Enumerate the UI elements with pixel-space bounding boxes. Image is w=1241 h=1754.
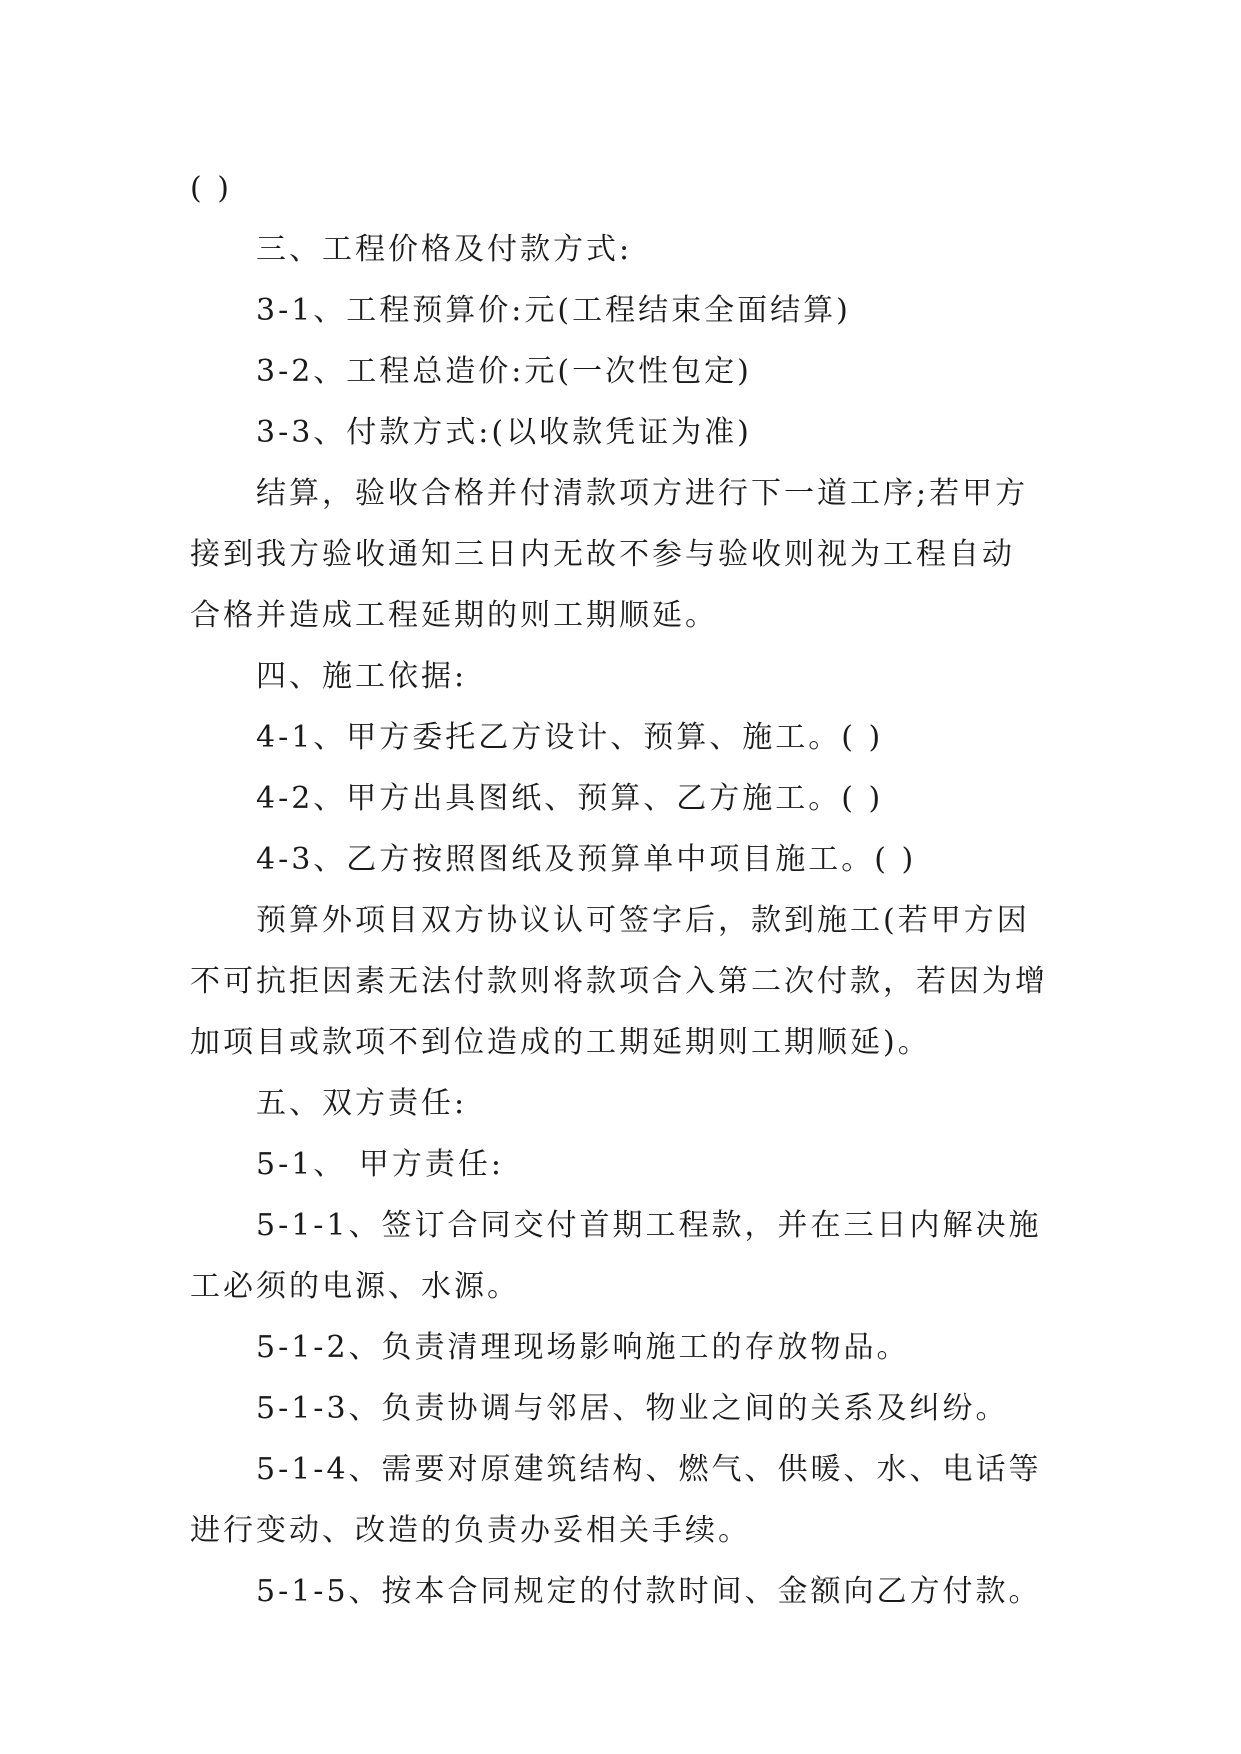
paragraph-extra-items-line-3: 加项目或款项不到位造成的工期延期则工期顺延)。 bbox=[190, 1025, 931, 1060]
document-body bbox=[190, 158, 1056, 1622]
paragraph-extra-items-line-2: 不可抗拒因素无法付款则将款项合入第二次付款，若因为增 bbox=[190, 964, 1048, 999]
clause-3-2: 3-2、工程总造价:元(一次性包定) bbox=[256, 354, 752, 389]
paragraph-settlement-line-2: 接到我方验收通知三日内无故不参与验收则视为工程自动 bbox=[190, 537, 1015, 572]
paragraph-settlement-line-1: 结算，验收合格并付清款项方进行下一道工序;若甲方 bbox=[256, 476, 1029, 511]
clause-3-1: 3-1、工程预算价:元(工程结束全面结算) bbox=[256, 293, 851, 328]
section-heading-construction-basis: 四、施工依据: bbox=[256, 659, 468, 694]
clause-4-3: 4-3、乙方按照图纸及预算单中项目施工。( ) bbox=[256, 842, 917, 877]
text-line: ( ) bbox=[190, 171, 232, 206]
clause-5-1-2: 5-1-2、负责清理现场影响施工的存放物品。 bbox=[256, 1330, 910, 1365]
section-heading-responsibilities: 五、双方责任: bbox=[256, 1086, 468, 1121]
clause-5-1-4-line-2: 进行变动、改造的负责办妥相关手续。 bbox=[190, 1513, 751, 1548]
clause-5-1-1-line-2: 工必须的电源、水源。 bbox=[190, 1269, 520, 1304]
clause-5-1-1-line-1: 5-1-1、签订合同交付首期工程款，并在三日内解决施 bbox=[256, 1208, 1042, 1243]
clause-5-1-4-line-1: 5-1-4、需要对原建筑结构、燃气、供暖、水、电话等 bbox=[256, 1452, 1042, 1487]
clause-5-1-5: 5-1-5、按本合同规定的付款时间、金额向乙方付款。 bbox=[256, 1574, 1042, 1609]
clause-5-1-3: 5-1-3、负责协调与邻居、物业之间的关系及纠纷。 bbox=[256, 1391, 1009, 1426]
clause-4-2: 4-2、甲方出具图纸、预算、乙方施工。( ) bbox=[256, 781, 884, 816]
paragraph-settlement-line-3: 合格并造成工程延期的则工期顺延。 bbox=[190, 598, 718, 633]
paragraph-extra-items-line-1: 预算外项目双方协议认可签字后，款到施工(若甲方因 bbox=[256, 903, 1030, 938]
clause-5-1: 5-1、 甲方责任: bbox=[256, 1147, 504, 1182]
section-heading-price-payment: 三、工程价格及付款方式: bbox=[256, 232, 633, 267]
clause-3-3: 3-3、付款方式:(以收款凭证为准) bbox=[256, 415, 752, 450]
clause-4-1: 4-1、甲方委托乙方设计、预算、施工。( ) bbox=[256, 720, 884, 755]
